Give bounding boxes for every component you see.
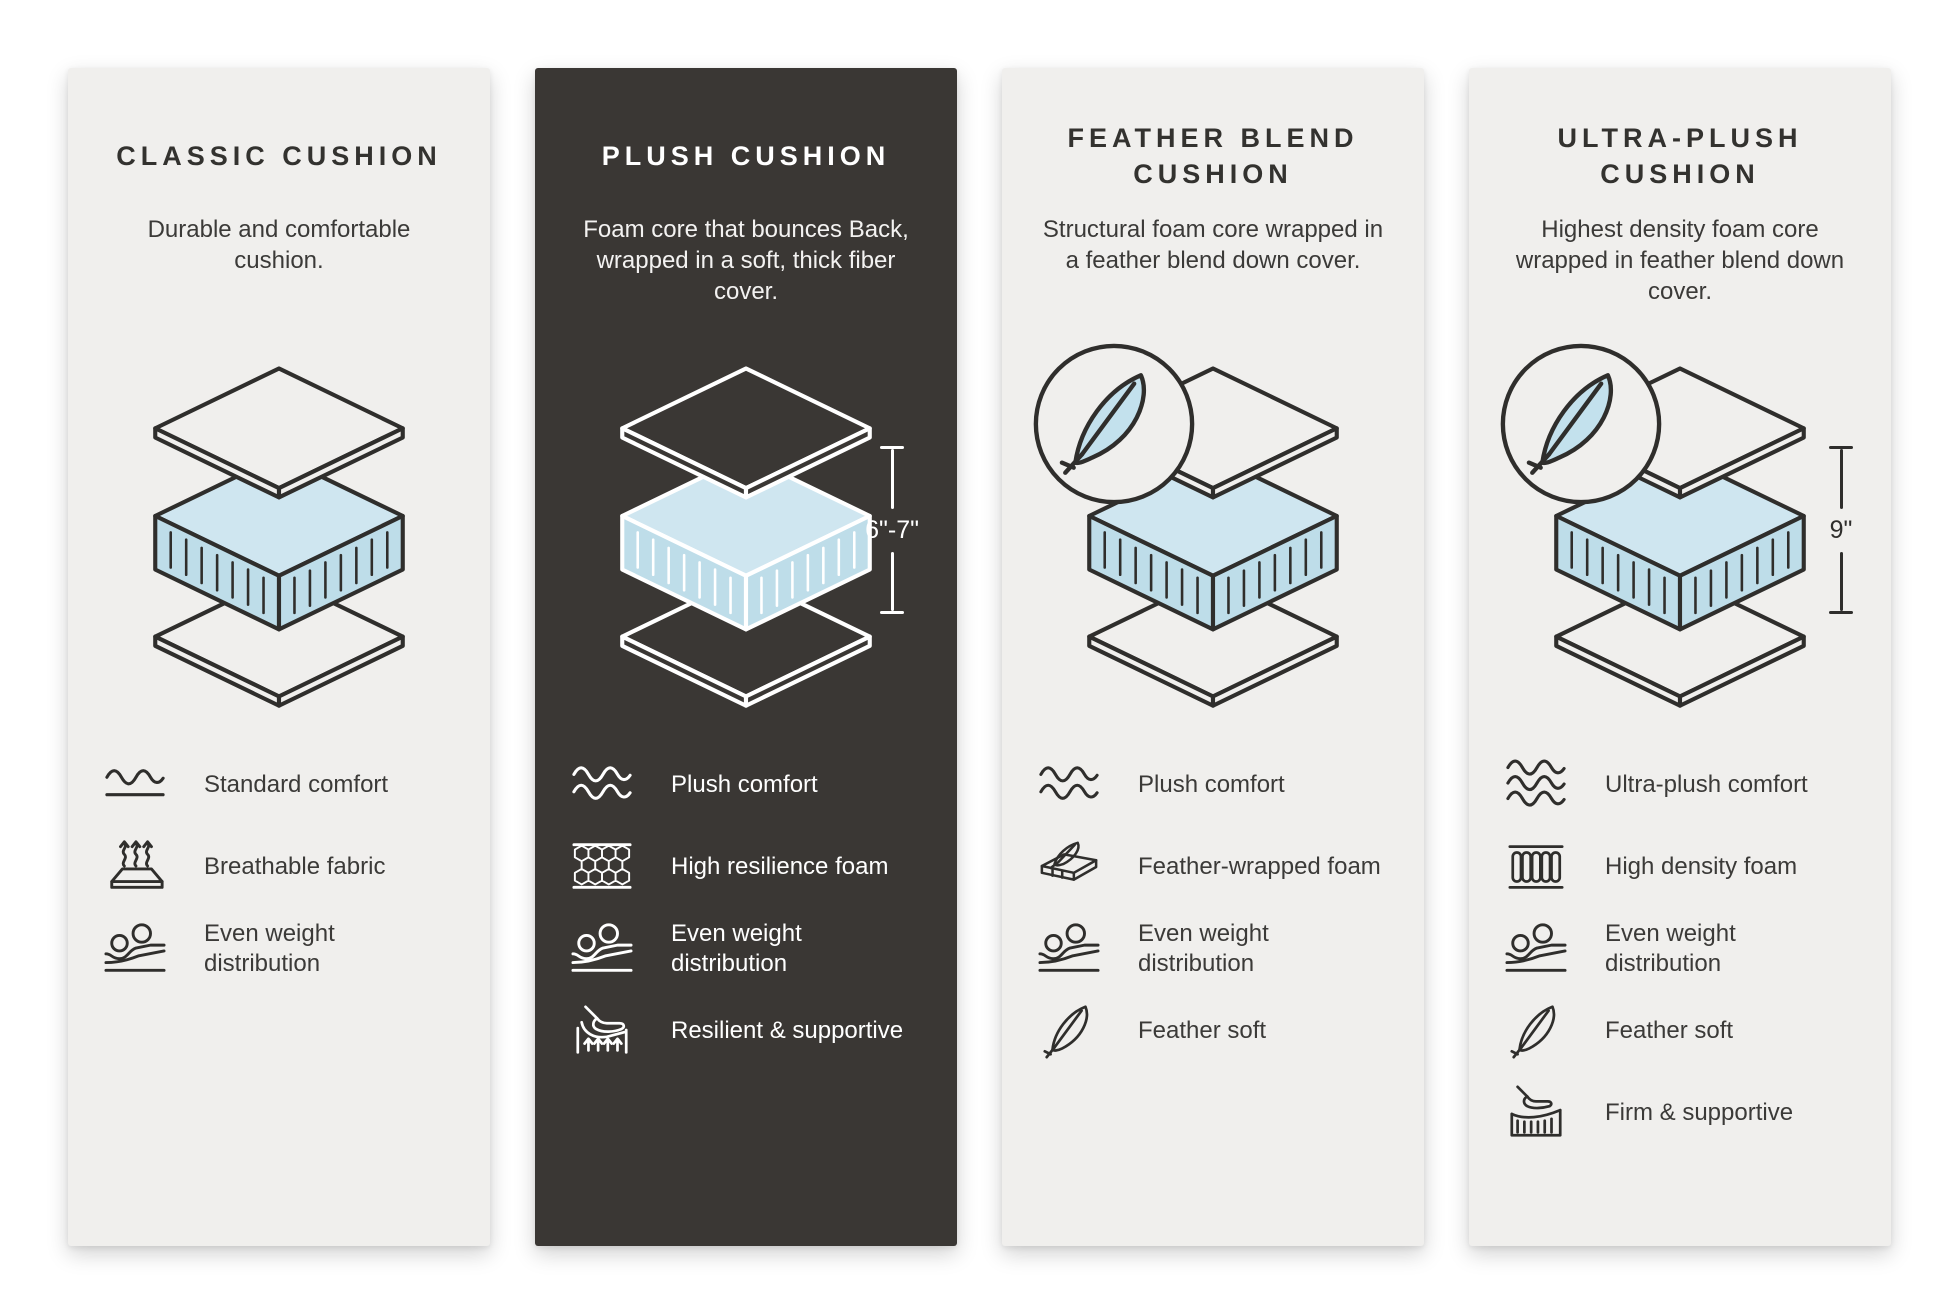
measure-cap: [1829, 611, 1853, 614]
panel-ultra-plush-cushion: [1469, 68, 1891, 1246]
cushion-diagram: [104, 350, 454, 718]
wave-triple-icon: [1505, 754, 1567, 816]
measure-value: 6"-7": [865, 515, 919, 544]
feature-row: [571, 1000, 921, 1062]
measure-line: [891, 552, 894, 612]
feature-list: [1038, 754, 1388, 1062]
breathable-icon: [104, 836, 166, 898]
feature-list: [104, 754, 454, 980]
weight-distribution-icon: [1038, 918, 1100, 980]
weight-distribution-icon: [571, 918, 633, 980]
measure-line: [1840, 449, 1843, 509]
feature-row: [1505, 1000, 1855, 1062]
feature-label: Even weight distribution: [1138, 920, 1269, 977]
feature-row: [104, 918, 454, 980]
wave-double-icon: [571, 754, 633, 816]
feather-icon: [1038, 1000, 1100, 1062]
feature-row: [104, 836, 454, 898]
feature-label: Even weight distribution: [1605, 920, 1736, 977]
height-measurement: [1829, 446, 1853, 614]
feature-label: Standard comfort: [204, 771, 389, 798]
feature-row: [1038, 918, 1388, 980]
panel-title: PLUSH CUSHION: [601, 140, 891, 171]
measure-line: [1840, 552, 1843, 612]
panel-feather-blend-cushion: [1002, 68, 1424, 1246]
feature-label: Plush comfort: [671, 771, 818, 798]
feature-row: [1038, 1000, 1388, 1062]
feather-icon: [1505, 1000, 1567, 1062]
wave-single-icon: [104, 754, 166, 816]
feature-label: Firm & supportive: [1605, 1099, 1794, 1126]
panel-description: Highest density foam core wrapped in feather blend down cover.: [1515, 216, 1845, 306]
feature-label: High resilience foam: [671, 853, 889, 880]
feather-badge-icon: [1030, 340, 1198, 508]
weight-distribution-icon: [1505, 918, 1567, 980]
cushion-layers-illustration: [581, 356, 911, 712]
feature-label: Feather soft: [1138, 1017, 1267, 1044]
feature-label: Breathable fabric: [204, 853, 386, 880]
feature-row: [1038, 754, 1388, 816]
panel-plush-cushion: [535, 68, 957, 1246]
height-measurement: [865, 446, 919, 614]
feature-row: [571, 836, 921, 898]
feature-label: Feather soft: [1605, 1017, 1734, 1044]
feature-label: Feather-wrapped foam: [1138, 853, 1381, 880]
firm-icon: [1505, 1082, 1567, 1144]
density-foam-icon: [1505, 836, 1567, 898]
measure-cap: [880, 611, 904, 614]
feature-row: [571, 918, 921, 980]
feature-row: [1505, 754, 1855, 816]
feature-label: Resilient & supportive: [671, 1017, 904, 1044]
wave-double-icon: [1038, 754, 1100, 816]
feature-label: Even weight distribution: [204, 920, 335, 977]
feature-label: High density foam: [1605, 853, 1798, 880]
feature-label: Even weight distribution: [671, 920, 802, 977]
measure-value: 9": [1829, 515, 1853, 544]
panel-description: Structural foam core wrapped in a feather blend down cover.: [1042, 216, 1384, 275]
feather-foam-icon: [1038, 836, 1100, 898]
feature-row: [1505, 918, 1855, 980]
feature-row: [1038, 836, 1388, 898]
panel-title: CLASSIC CUSHION: [116, 140, 442, 171]
feature-row: [571, 754, 921, 816]
panel-description: Durable and comfortable cushion.: [147, 216, 411, 275]
feather-badge-icon: [1497, 340, 1665, 508]
cushion-diagram: [571, 350, 921, 718]
weight-distribution-icon: [104, 918, 166, 980]
feature-row: [1505, 1082, 1855, 1144]
feature-label: Ultra-plush comfort: [1605, 771, 1808, 798]
feature-row: [104, 754, 454, 816]
panel-classic-cushion: [68, 68, 490, 1246]
cushion-diagram: [1038, 350, 1388, 718]
panel-title: FEATHER BLEND CUSHION: [1067, 122, 1359, 189]
feature-list: [571, 754, 921, 1062]
panel-description: Foam core that bounces Back, wrapped in a soft, thick fiber cover.: [583, 216, 909, 306]
feature-row: [1505, 836, 1855, 898]
panel-title: ULTRA-PLUSH CUSHION: [1557, 122, 1803, 189]
honeycomb-foam-icon: [571, 836, 633, 898]
cushion-diagram: [1505, 350, 1855, 718]
feature-label: Plush comfort: [1138, 771, 1285, 798]
cushion-layers-illustration: [114, 356, 444, 712]
measure-line: [891, 449, 894, 509]
feature-list: [1505, 754, 1855, 1144]
resilient-icon: [571, 1000, 633, 1062]
